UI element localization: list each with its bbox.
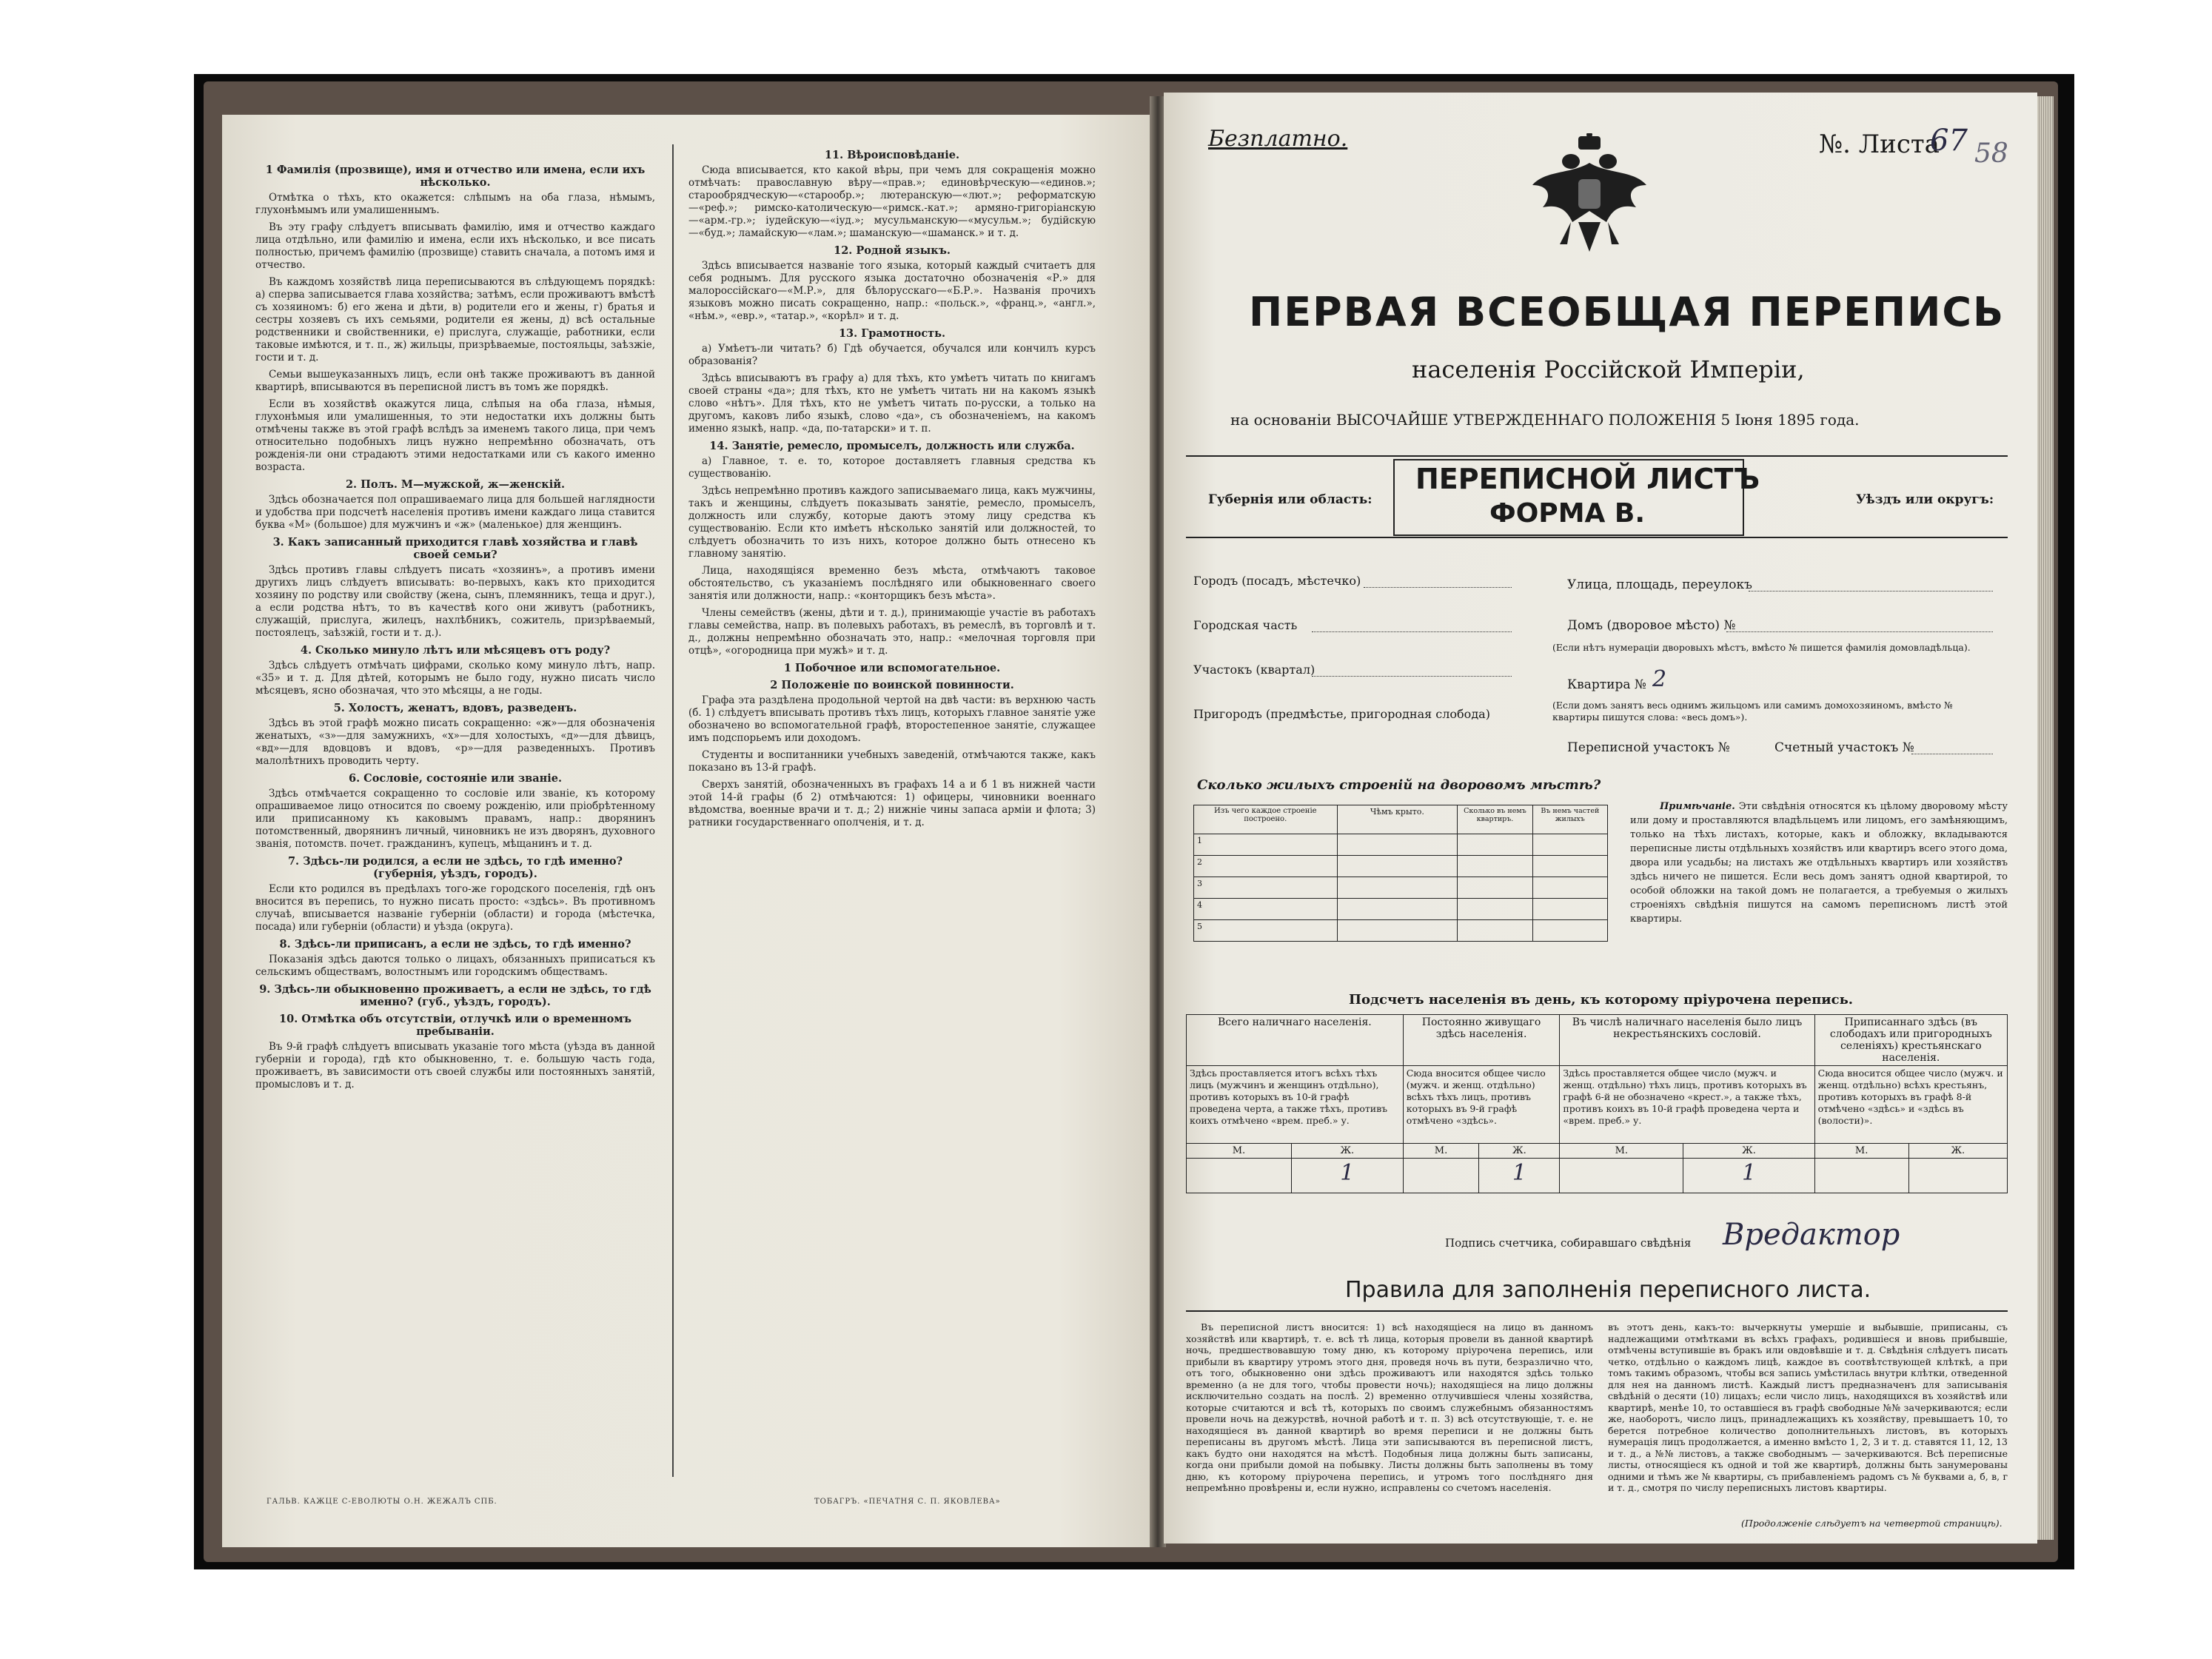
printer-footer-right: ТОБАГРЪ. «ПЕЧАТНЯ С. П. ЯКОВЛЕВА» [814, 1498, 1001, 1506]
instruction-heading: 9. Здѣсь-ли обыкновенно проживаетъ, а если не здѣсь, то гдѣ именно? (губ., уѣздъ, городъ). [259, 983, 651, 1008]
rules-continuation: (Продолженіе слѣдуетъ на четвертой страницѣ). [1741, 1518, 2002, 1529]
note-title: Примѣчаніе. [1660, 801, 1735, 812]
column-divider [672, 144, 674, 1477]
instruction-heading: 11. Вѣроисповѣданіе. [824, 149, 960, 161]
instruction-paragraph: а) Главное, т. е. то, которое доставляетъ главныя средства къ существованію. [688, 455, 1096, 480]
note-block [1630, 800, 2008, 926]
instruction-paragraph: Здѣсь вписываютъ въ графу а) для тѣхъ, кто умѣетъ читать по книгамъ своей страны «да»; для тѣхъ, кто не умѣетъ читать ни на какомъ языкѣ слово «нѣтъ». Для тѣхъ, кто не умѣетъ читать по-русски, а только на другомъ, каковъ либо языкѣ, слово «да», съ обозначеніемъ, на какомъ именно языкѣ, напр. «да, по-татарски» и т. п. [688, 372, 1096, 435]
population-count-table [1186, 1014, 2008, 1193]
rules-column-2: въ этотъ день, какъ-то: вычеркнуты умершіе и выбывшіе, приписаны, съ надлежащими отмѣтками въ всѣхъ графахъ, родившіеся и вновь прибывшіе, отмѣчены вступившіе въ бракъ или овдовѣвшіе и т. д. Свѣдѣнія слѣдуетъ писать четко, отдѣльно о каждомъ лицѣ, каждое въ соотвѣтствующей клѣткѣ, а при томъ такимъ образомъ, чтобы вся запись умѣстилась внутри клѣтки, отведенной для нея на данномъ листѣ. Каждый листъ предназначенъ для записыванія свѣдѣній о десяти (10) лицахъ; если число лицъ, находящихся въ хозяйствѣ или квартирѣ, менѣе 10, то оставшіеся въ графѣ свободные №№ зачеркиваются; если же, наоборотъ, число лицъ, принадлежащихъ къ хозяйству, превышаетъ 10, то берется потребное количество дополнительныхъ листовъ, въ которыхъ нумерація лицъ продолжается, а именно вмѣсто 1, 2, 3 и т. д. ставятся 11, 12, 13 и т. д., а №№ листовъ, а также свободнымъ — зачеркиваются. Всѣ переписные листы, относящіеся къ одной и той же квартирѣ, должны быть занумерованы одними и тѣмъ же № квартиры, съ прибавленіемъ радомъ съ № буквами а, б, в, г и т. д., смотря по числу переписныхъ листовъ квартиры. [1608, 1321, 2008, 1493]
address-quarter: Участокъ (квартал) [1193, 663, 1316, 677]
free-label: Безплатно. [1208, 126, 1348, 152]
count-header-peasant: Приписаннаго здѣсь (въ слободахъ или пригородныхъ селеніяхъ) крестьянскаго населенія. [1814, 1015, 2007, 1066]
uezd-label: Уѣздъ или округъ: [1856, 492, 1994, 507]
instruction-heading: 1 Побочное или вспомогательное. [783, 662, 1001, 674]
col-male: М. [1403, 1144, 1479, 1159]
signature-label: Подпись счетчика, собиравшаго свѣдѣнія [1445, 1236, 1692, 1250]
counting-section-label: Счетный участокъ № [1774, 740, 1914, 755]
instruction-paragraph: Показанія здѣсь даются только о лицахъ, обязанныхъ приписаться къ сельскимъ обществамъ, волостнымъ или городскимъ обществамъ. [255, 953, 655, 978]
buildings-row-number: 3 [1194, 877, 1338, 899]
right-page [1164, 93, 2037, 1544]
col-female: Ж. [1479, 1144, 1560, 1159]
instruction-heading: 5. Холостъ, женатъ, вдовъ, разведенъ. [333, 702, 577, 714]
buildings-header-roof: Чѣмъ крыто. [1337, 805, 1458, 834]
province-label: Губернія или область: [1208, 492, 1373, 507]
left-page [222, 115, 1151, 1547]
instruction-heading: 8. Здѣсь-ли приписанъ, а если не здѣсь, то гдѣ именно? [279, 938, 631, 951]
instruction-heading: 2. Полъ. М—мужской, ж—женскій. [345, 478, 566, 491]
buildings-header-material: Изъ чего каждое строеніе построено. [1194, 805, 1338, 834]
apartment-label: Квартира № [1567, 677, 1646, 692]
sheet-number-handwritten-2: 58 [1974, 138, 2008, 169]
instruction-paragraph: Если кто родился въ предѣлахъ того-же городского поселенія, гдѣ онъ вносится въ перепись, то нужно писать просто: «здѣсь». Въ противномъ случаѣ, вписывается названіе губерніи (области) и города (мѣстечка, посада) или губерніи (области) и уѣзда (округа). [255, 883, 655, 933]
instruction-paragraph: Сверхъ занятій, обозначенныхъ въ графахъ 14 а и б 1 въ нижней части этой 14-й графы (б 2) отмѣчаются: 1) офицеры, чиновники военнаго вѣдомства, военные врачи и т. д.; 2) нижніе чины запаса арміи и флота; 3) ратники государственнаго ополченія, и т. д. [688, 779, 1096, 828]
census-title: ПЕРВАЯ ВСЕОБЩАЯ ПЕРЕПИСЬ [1249, 289, 2005, 335]
note-text: Эти свѣдѣнія относятся къ цѣлому дворовому мѣсту или дому и проставляются владѣльцемъ или лицомъ, его замѣняющимъ, только на тѣхъ листахъ, которые, какъ и обложку, вкладываются переписные листы отдѣльныхъ хозяйствъ или квартиръ всего этого дома, двора или усадьбы; на листахъ же отдѣльныхъ квартиръ или хозяйствъ здѣсь ничего не пишется. Если весь домъ занятъ одной квартирой, то особой обложки на такой домъ не полагается, а требуемыя о жилыхъ строеніяхъ свѣдѣнія пишутся на самомъ переписномъ листѣ этой квартиры. [1630, 801, 2008, 925]
address-district: Городская часть [1193, 618, 1298, 632]
instruction-paragraph: Въ каждомъ хозяйствѣ лица переписываются въ слѣдующемъ порядкѣ: а) сперва записывается глава хозяйства; затѣмъ, если проживаютъ вмѣстѣ съ хозяиномъ: б) его жена и дѣти, в) родители его и жены, г) братья и сестры хозяевъ съ ихъ семьями, родители ея жены, д) всѣ остальные родственники и свойственники, е) прислуга, служащіе, работники, если таковые имѣются, и т. п., ж) жильцы, призрѣваемые, постояльцы, заѣзжіе, гости и т. д. [255, 276, 655, 363]
instruction-heading: 10. Отмѣтка объ отсутствіи, отлучкѣ или о временномъ пребываніи. [279, 1013, 631, 1038]
house-line [1726, 631, 1993, 632]
instruction-heading: 3. Какъ записанный приходится главѣ хозяйства и главѣ своей семьи? [272, 536, 638, 561]
col-male: М. [1187, 1144, 1292, 1159]
buildings-row-number: 5 [1194, 920, 1338, 942]
buildings-header-parts: Въ немъ частей жилыхъ [1532, 805, 1607, 834]
instruction-heading: 12. Родной языкъ. [834, 244, 951, 257]
instruction-paragraph: Лица, находящіяся временно безъ мѣста, отмѣчаютъ таковое обстоятельство, съ указаніемъ послѣдняго или обыкновеннаго своего занятія или должности, напр.: «конторщикъ безъ мѣста». [688, 565, 1096, 602]
census-subtitle: населенія Россійской Имперіи, [1412, 355, 1805, 383]
apartment-note: (Если домъ занятъ весь однимъ жильцомъ или самимъ домохозяиномъ, вмѣсто № квартиры пишутся слова: «весь домъ»). [1552, 700, 1953, 723]
instruction-paragraph: Здѣсь вписывается названіе того языка, который каждый считаетъ для себя роднымъ. Для русского языка достаточно обозначенія «Р.» для малороссійскаго—«М.Р.», для бѣлорусскаго—«Б.Р.». Названія прочихъ языковъ можно писать сокращенно, напр.: «польск.», «франц.», «англ.», «нѣм.», «евр.», «татар.», «корѣл» и т. д. [688, 260, 1096, 322]
buildings-row-number: 4 [1194, 899, 1338, 920]
col-female: Ж. [1908, 1144, 2007, 1159]
col-female: Ж. [1291, 1144, 1403, 1159]
printer-footer-left: ГАЛЬВ. КАЖЦЕ С-ЕВОЛЮТЫ О.Н. ЖЕЖАЛЪ СПБ. [267, 1498, 497, 1506]
count-desc-non-peasant: Здѣсь проставляется общее число (мужч. и женщ. отдѣльно) тѣхъ лицъ, противъ которыхъ въ графѣ 6-й не обозначено «крест.», а также тѣхъ, противъ коихъ въ 10-й графѣ проведена черта и «врем. преб.» у. [1560, 1066, 1814, 1144]
address-suburb: Пригородъ (предмѣстье, пригородная слобода) [1193, 707, 1490, 721]
house-note: (Если нѣтъ нумераціи дворовыхъ мѣстъ, вмѣсто № пишется фамилія домовладѣльца). [1552, 642, 1971, 653]
header-bottom-rule [1186, 537, 2008, 538]
address-district-line [1312, 631, 1512, 632]
instruction-paragraph: Сюда вписывается, кто какой вѣры, при чемъ для сокращенія можно отмѣчать: православную вѣру—«прав.»; единовѣрческую—«единов.»; старообрядческую—«старообр.»; лютеранскую—«лют.»; реформатскую—«реф.»; римско-католическую—«римск.-кат.»; армяно-григоріанскую—«арм.-гр.»; іудейскую—«іуд.»; мусульманскую—«мусульм.»; будійскую—«буд.»; ламайскую—«лам.»; шаманскую—«шаманск.» и т. д. [688, 164, 1096, 239]
header-top-rule [1186, 455, 2008, 457]
instruction-heading: 7. Здѣсь-ли родился, а если не здѣсь, то гдѣ именно? (губернія, уѣздъ, городъ). [287, 855, 623, 880]
street-label: Улица, площадь, переулокъ [1567, 577, 1752, 592]
instruction-paragraph: Студенты и воспитанники учебныхъ заведеній, отмѣчаются также, какъ показано въ 13-й графѣ. [688, 749, 1096, 774]
buildings-question: Сколько жилыхъ строеній на дворовомъ мѣстѣ? [1197, 777, 1601, 793]
count-desc-resident: Сюда вносится общее число (мужч. и женщ. отдѣльно) всѣхъ тѣхъ лицъ, противъ которыхъ въ 9-й графѣ отмѣчено «здѣсь». [1403, 1066, 1560, 1144]
imperial-eagle-icon [1526, 133, 1652, 259]
instruction-heading: 14. Занятіе, ремесло, промыселъ, должность или служба. [709, 440, 1075, 452]
count-header-present: Всего наличнаго населенія. [1187, 1015, 1404, 1066]
instruction-paragraph: Если въ хозяйствѣ окажутся лица, слѣпыя на оба глаза, нѣмыя, глухонѣмыя или умалишенныя, то эти недостатки ихъ должны быть отмѣчены также въ этой графѣ вслѣдъ за именемъ такого лица, при чемъ относительно подобныхъ лицъ нужно непремѣнно обозначать, отъ рожденія-ли они страдаютъ этими недостатками или съ какого именно возраста. [255, 398, 655, 473]
instruction-heading: 1 Фамилія (прозвище), имя и отчество или имена, если ихъ нѣсколько. [265, 164, 646, 189]
buildings-row-number: 2 [1194, 856, 1338, 877]
sheet-number-handwritten: 67 [1930, 124, 1968, 158]
instruction-paragraph: Здѣсь обозначается пол опрашиваемаго лица для большей наглядности и удобства при подсчетѣ населенія противъ имени каждаго лица ставится буква «М» (большое) для мужчинъ и «ж» (маленькое) для женщинъ. [255, 494, 655, 531]
count-header-resident: Постоянно живущаго здѣсь населенія. [1403, 1015, 1560, 1066]
instruction-paragraph: Въ эту графу слѣдуетъ вписывать фамилію, имя и отчество каждаго лица отдѣльно, или фамилію и имена, если ихъ нѣсколько, и все писать полностью, причемъ фамилію (прозвище) ставить сначала, а потомъ имя и отчество. [255, 221, 655, 271]
census-section-label: Переписной участокъ № [1567, 740, 1730, 755]
address-city-line [1364, 587, 1512, 588]
buildings-header-apartments: Сколько въ немъ квартиръ. [1458, 805, 1532, 834]
signature-handwritten: Вредактор [1723, 1218, 1900, 1252]
address-city: Городъ (посадъ, мѣстечко) [1193, 574, 1361, 588]
sheet-number-label: №. Листа [1819, 130, 1940, 159]
instruction-paragraph: Отмѣтка о тѣхъ, кто окажется: слѣпымъ на оба глаза, нѣмымъ, глухонѣмымъ или умалишеннымъ. [255, 192, 655, 216]
instructions-column-1 [255, 159, 655, 1477]
rules-title: Правила для заполненія переписного листа. [1345, 1277, 1871, 1303]
instruction-paragraph: Члены семействъ (жены, дѣти и т. д.), принимающіе участіе въ работахъ главы семейства, напр. въ полевыхъ работахъ, въ ремеслѣ, въ торговлѣ и т. д., должны непремѣнно обозначать это, напр.: «мелочная торговля при отцѣ», «огородница при мужѣ» и т. д. [688, 607, 1096, 657]
count-desc-peasant: Сюда вносится общее число (мужч. и женщ. отдѣльно) всѣхъ крестьянъ, противъ которыхъ въ графѣ 8-й отмѣчено «здѣсь» и «здѣсь въ (волости)». [1814, 1066, 2007, 1144]
population-count-title: Подсчетъ населенія въ день, къ которому пріурочена перепись. [1349, 992, 1854, 1008]
instruction-paragraph: а) Умѣетъ-ли читать? б) Гдѣ обучается, обучался или кончилъ курсъ образованія? [688, 343, 1096, 367]
legal-basis: на основаніи ВЫСОЧАЙШЕ УТВЕРЖДЕННАГО ПОЛОЖЕНІЯ 5 Іюня 1895 года. [1230, 411, 1860, 429]
count-non-peasant-female-value: 1 [1683, 1159, 1814, 1193]
instruction-heading: 6. Сословіе, состояніе или званіе. [348, 772, 563, 785]
col-male: М. [1560, 1144, 1683, 1159]
instruction-paragraph: Въ 9-й графѣ слѣдуетъ вписывать указаніе того мѣста (уѣзда въ данной губерніи и города), гдѣ кто обыкновенно, т. е. большую часть года, проживаетъ, въ зависимости отъ своей службы или постоянныхъ занятій, промысловъ и т. д. [255, 1041, 655, 1090]
count-header-non-peasant: Въ числѣ наличнаго населенія было лицъ некрестьянскихъ сословій. [1560, 1015, 1814, 1066]
rules-column-1: Въ переписной листъ вносится: 1) всѣ находящіеся на лицо въ данномъ хозяйствѣ или квартирѣ, т. е. всѣ тѣ лица, которыя провели въ данной квартирѣ ночь, предшествовавшую тому дню, къ которому пріурочена перепись, или прибыли въ квартиру утромъ этого дня, проведя ночь въ пути, безразлично что, отъ того, обыкновенно они здѣсь проживаютъ или находятся здѣсь только временно (а не для того, чтобы провести ночь); находящіеся на лицо должны исключительно создать на послѣ. 2) временно отлучившіеся члены хозяйства, которые считаются и всѣ тѣ, которыхъ по своимъ служебнымъ обязанностямъ провели ночь на дежурствѣ, ночной работѣ и т. п. 3) всѣ отсутствующіе, т. е. не находящіеся въ данной квартирѣ во время переписи и не должны быть переписаны въ другомъ мѣстѣ. Лица эти записываются въ переписной листъ, какъ будто они находятся на мѣстѣ. Подобныя лица должны быть записаны, когда они прибыли домой на побывку. Листы должны быть заполнены въ тому дню, къ которому пріурочена перепись, и утромъ того послѣдняго дня непремѣнно провѣрены и, если нужно, исправлены со счетомъ населенія. [1186, 1321, 1593, 1493]
instruction-heading: 4. Сколько минуло лѣтъ или мѣсяцевъ отъ роду? [300, 644, 611, 657]
instruction-heading: 13. Грамотность. [838, 327, 946, 340]
form-title: ПЕРЕПИСНОЙ ЛИСТЪ [1415, 463, 1760, 495]
col-male: М. [1814, 1144, 1908, 1159]
instruction-paragraph: Здѣсь противъ главы слѣдуетъ писать «хозяинъ», а противъ имени другихъ лицъ слѣдуетъ вписывать: во-первыхъ, какъ кто приходится хозяину по родству или свойству (жена, сынъ, племянникъ, теща и друг.), а если родства нѣтъ, то въ качествѣ кого они живутъ (работникъ, служащій, прислуга, жилецъ, нахлѣбникъ, сожитель, призрѣваемый, постоялецъ, заѣзжій, гости и т. д.). [255, 564, 655, 639]
instruction-paragraph: Здѣсь непремѣнно противъ каждого записываемаго лица, какъ мужчины, такъ и женщины, слѣдуетъ показывать занятіе, ремесло, промыселъ, должность или службу, которые даютъ этому лицу средства къ существованію. Если кто имѣетъ нѣсколько занятій или должностей, то слѣдуетъ обозначить то изъ нихъ, которое должно быть отнесено къ главному занятію. [688, 485, 1096, 560]
instruction-paragraph: Семьи вышеуказанныхъ лицъ, если онѣ также проживаютъ въ данной квартирѣ, вписываются въ переписной листъ въ томъ же порядкѣ. [255, 369, 655, 393]
col-female: Ж. [1683, 1144, 1814, 1159]
instruction-heading: 2 Положеніе по воинской повинности. [770, 679, 1014, 691]
instruction-paragraph: Здѣсь въ этой графѣ можно писать сокращенно: «ж»—для обозначенія женатыхъ, «з»—для замужнихъ, «х»—для холостыхъ, «д»—для дѣвицъ, «вд»—для вдовцовъ и вдовъ, «р»—для разведенныхъ. Противъ малолѣтнихъ проводить черту. [255, 717, 655, 767]
house-label: Домъ (дворовое мѣсто) № [1567, 618, 1736, 633]
instructions-column-2 [688, 144, 1096, 1477]
address-quarter-line [1312, 676, 1512, 677]
apartment-number-handwritten: 2 [1652, 666, 1667, 692]
page-edges [2037, 96, 2054, 1540]
instruction-paragraph: Здѣсь отмѣчается сокращенно то сословіе или званіе, къ которому опрашиваемое лицо относится по своему рожденію, или пріобрѣтенному или приписанному къ каковымъ правамъ, напр.: дворянинъ потомственный, дворянинъ личный, чиновникъ не изъ дворянъ, духовного званія, потомств. почет. гражданинъ, купецъ, мѣщанинъ и т. д. [255, 788, 655, 850]
rules-top-rule [1186, 1310, 2008, 1312]
count-resident-female-value: 1 [1479, 1159, 1560, 1193]
form-name: ФОРМА В. [1489, 498, 1646, 529]
count-present-female-value: 1 [1291, 1159, 1403, 1193]
count-desc-present: Здѣсь проставляется итогъ всѣхъ тѣхъ лицъ (мужчинъ и женщинъ отдѣльно), противъ которыхъ въ 10-й графѣ проведена черта, а также тѣхъ, противъ коихъ отмѣчено «врем. преб.» у. [1187, 1066, 1404, 1144]
buildings-row-number: 1 [1194, 834, 1338, 856]
instruction-paragraph: Графа эта раздѣлена продольной чертой на двѣ части: въ верхнюю часть (б. 1) слѣдуетъ вписывать противъ тѣхъ лицъ, которыхъ главное занятіе уже обозначено во вспомогательной графѣ, второстепенное занятіе, служащее имъ подспорьемъ или доходомъ. [688, 694, 1096, 744]
instruction-paragraph: Здѣсь слѣдуетъ отмѣчать цифрами, сколько кому минуло лѣтъ, напр. «35» и т. д. Для дѣтей, которымъ не было году, нужно писать число мѣсяцевъ, ясно обозначая, что это мѣсяцы, а не годы. [255, 660, 655, 697]
buildings-table [1193, 805, 1608, 942]
